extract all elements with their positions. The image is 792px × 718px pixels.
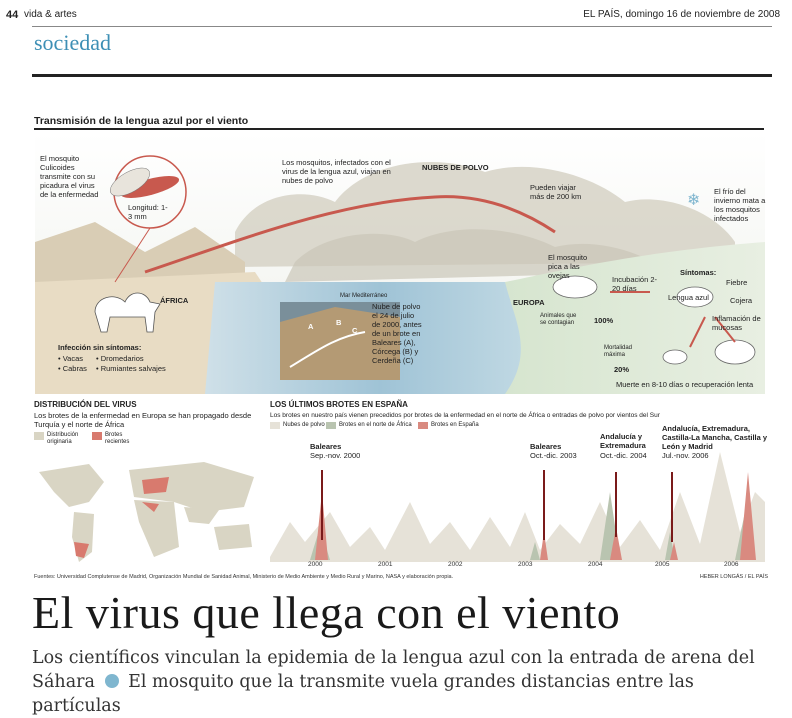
sources-credit: Fuentes: Universidad Complutense de Madrid, Organización Mundial de Sanidad Animal, Ministerio de Medio Ambiente y Medio Rural y Marino, NASA y elaboración propia. xyxy=(34,574,454,580)
symptom-fever: Fiebre xyxy=(726,278,748,287)
sheep-bite-note: El mosquito pica a las ovejas xyxy=(548,253,588,280)
event-2003-period: Oct.-dic. 2003 xyxy=(530,451,577,460)
section-name: vida & artes xyxy=(24,9,77,20)
symptom-inflammation: Inflamación de mucosas xyxy=(712,314,761,332)
species-dromedaries: • Dromedarios xyxy=(96,354,144,363)
symptom-blue-tongue: Lengua azul xyxy=(668,293,709,302)
graphic-title: Transmisión de la lengua azul por el viento xyxy=(34,115,249,127)
distance-note: Pueden viajar más de 200 km xyxy=(530,183,582,201)
svg-text:❄: ❄ xyxy=(687,190,701,209)
world-map xyxy=(34,452,264,570)
legend-spain-swatch xyxy=(418,422,428,429)
outcome-note: Muerte en 8-10 días o recuperación lenta xyxy=(616,380,754,389)
event-2006-period: Jul.-nov. 2006 xyxy=(662,451,709,460)
legend-recent-swatch xyxy=(92,432,102,440)
satellite-point-a: A xyxy=(308,322,314,331)
legend-original-swatch xyxy=(34,432,44,440)
mortality-note: Mortalidad máxima xyxy=(604,345,633,358)
year-2005: 2005 xyxy=(655,561,670,568)
cold-note: El frío del invierno mata a los mosquitos infectados xyxy=(714,187,766,223)
event-2003-place: Baleares xyxy=(530,442,562,451)
year-2002: 2002 xyxy=(448,561,463,568)
event-2004-place: Andalucía y Extremadura xyxy=(600,432,646,450)
article-subhead xyxy=(32,646,772,718)
contagion-note: Animales que se contagian xyxy=(540,313,577,326)
article-headline: El virus que llega con el viento xyxy=(32,587,621,638)
distribution-text: Los brotes de la enfermedad en Europa se han propagado desde Turquía y el norte de África xyxy=(34,411,252,429)
legend-dust: Nubes de polvo xyxy=(283,422,325,428)
author-credit: HEBER LONGÁS / EL PAÍS xyxy=(699,574,768,580)
satellite-point-b: B xyxy=(336,318,342,327)
timeline-subtitle: Los brotes en nuestro país vienen precedidos por brotes de la enfermedad en el norte de África o entradas de polvo por vientos del Sur xyxy=(270,412,660,419)
legend-original: Distribución originaria xyxy=(47,432,79,445)
incubation-note: Incubación 2-20 días xyxy=(612,275,658,293)
species-cows: • Vacas xyxy=(58,354,84,363)
legend-africa: Brotes en el norte de África xyxy=(339,422,412,428)
top-rule xyxy=(32,26,772,27)
event-2006-place: Andalucía, Extremadura, Castilla-La Mancha, Castilla y León y Madrid xyxy=(662,424,768,451)
section-rule xyxy=(32,74,772,77)
legend-dust-swatch xyxy=(270,422,280,429)
carried-note: Los mosquitos, infectados con el virus de la lengua azul, viajan en nubes de polvo xyxy=(282,158,391,185)
year-2003: 2003 xyxy=(518,561,533,568)
satellite-note: Nube de polvo el 24 de julio de 2000, antes de un brote en Baleares (A), Córcega (B) y Cerdeña (C) xyxy=(372,302,422,365)
satellite-point-c: C xyxy=(352,326,358,335)
distribution-title: DISTRIBUCIÓN DEL VIRUS xyxy=(34,400,137,409)
subhead-part-2: El mosquito que la transmite vuela grandes distancias entre las partículas xyxy=(32,672,694,716)
graphic-title-rule xyxy=(34,128,764,130)
legend-recent: Brotes recientes xyxy=(105,432,130,445)
symptoms-title: Síntomas: xyxy=(680,268,717,277)
subhead-part-1: Los científicos vinculan la epidemia de la lengua azul con la entrada de arena del Sáhara xyxy=(32,648,755,692)
event-2000-period: Sep.-nov. 2000 xyxy=(310,451,361,460)
dust-clouds-label: NUBES DE POLVO xyxy=(422,163,489,172)
page-number: 44 xyxy=(6,9,19,21)
bullet-icon xyxy=(105,674,119,688)
europe-label: EUROPA xyxy=(513,298,545,307)
infection-title: Infección sin síntomas: xyxy=(58,343,142,352)
event-2000-place: Baleares xyxy=(310,442,342,451)
legend-spain: Brotes en España xyxy=(431,422,479,428)
sea-label: Mar Mediterráneo xyxy=(340,293,388,299)
year-2000: 2000 xyxy=(308,561,323,568)
mortality-pct: 20% xyxy=(614,365,630,374)
legend-africa-swatch xyxy=(326,422,336,429)
length-label: Longitud: 1-3 mm xyxy=(128,203,168,221)
year-2001: 2001 xyxy=(378,561,393,568)
newspaper-date: EL PAÍS, domingo 16 de noviembre de 2008 xyxy=(583,9,780,20)
africa-label: ÁFRICA xyxy=(160,296,189,305)
event-2004-period: Oct.-dic. 2004 xyxy=(600,451,647,460)
species-goats: • Cabras xyxy=(58,364,87,373)
year-2006: 2006 xyxy=(724,561,739,568)
mosquito-note: El mosquito Culicoides transmite con su picadura el virus de la enfermedad xyxy=(40,154,99,199)
species-wild-ruminants: • Rumiantes salvajes xyxy=(96,364,166,373)
year-2004: 2004 xyxy=(588,561,603,568)
timeline-title: LOS ÚLTIMOS BROTES EN ESPAÑA xyxy=(270,400,408,409)
symptom-lameness: Cojera xyxy=(730,296,753,305)
section-title: sociedad xyxy=(34,30,111,55)
contagion-pct: 100% xyxy=(594,316,614,325)
